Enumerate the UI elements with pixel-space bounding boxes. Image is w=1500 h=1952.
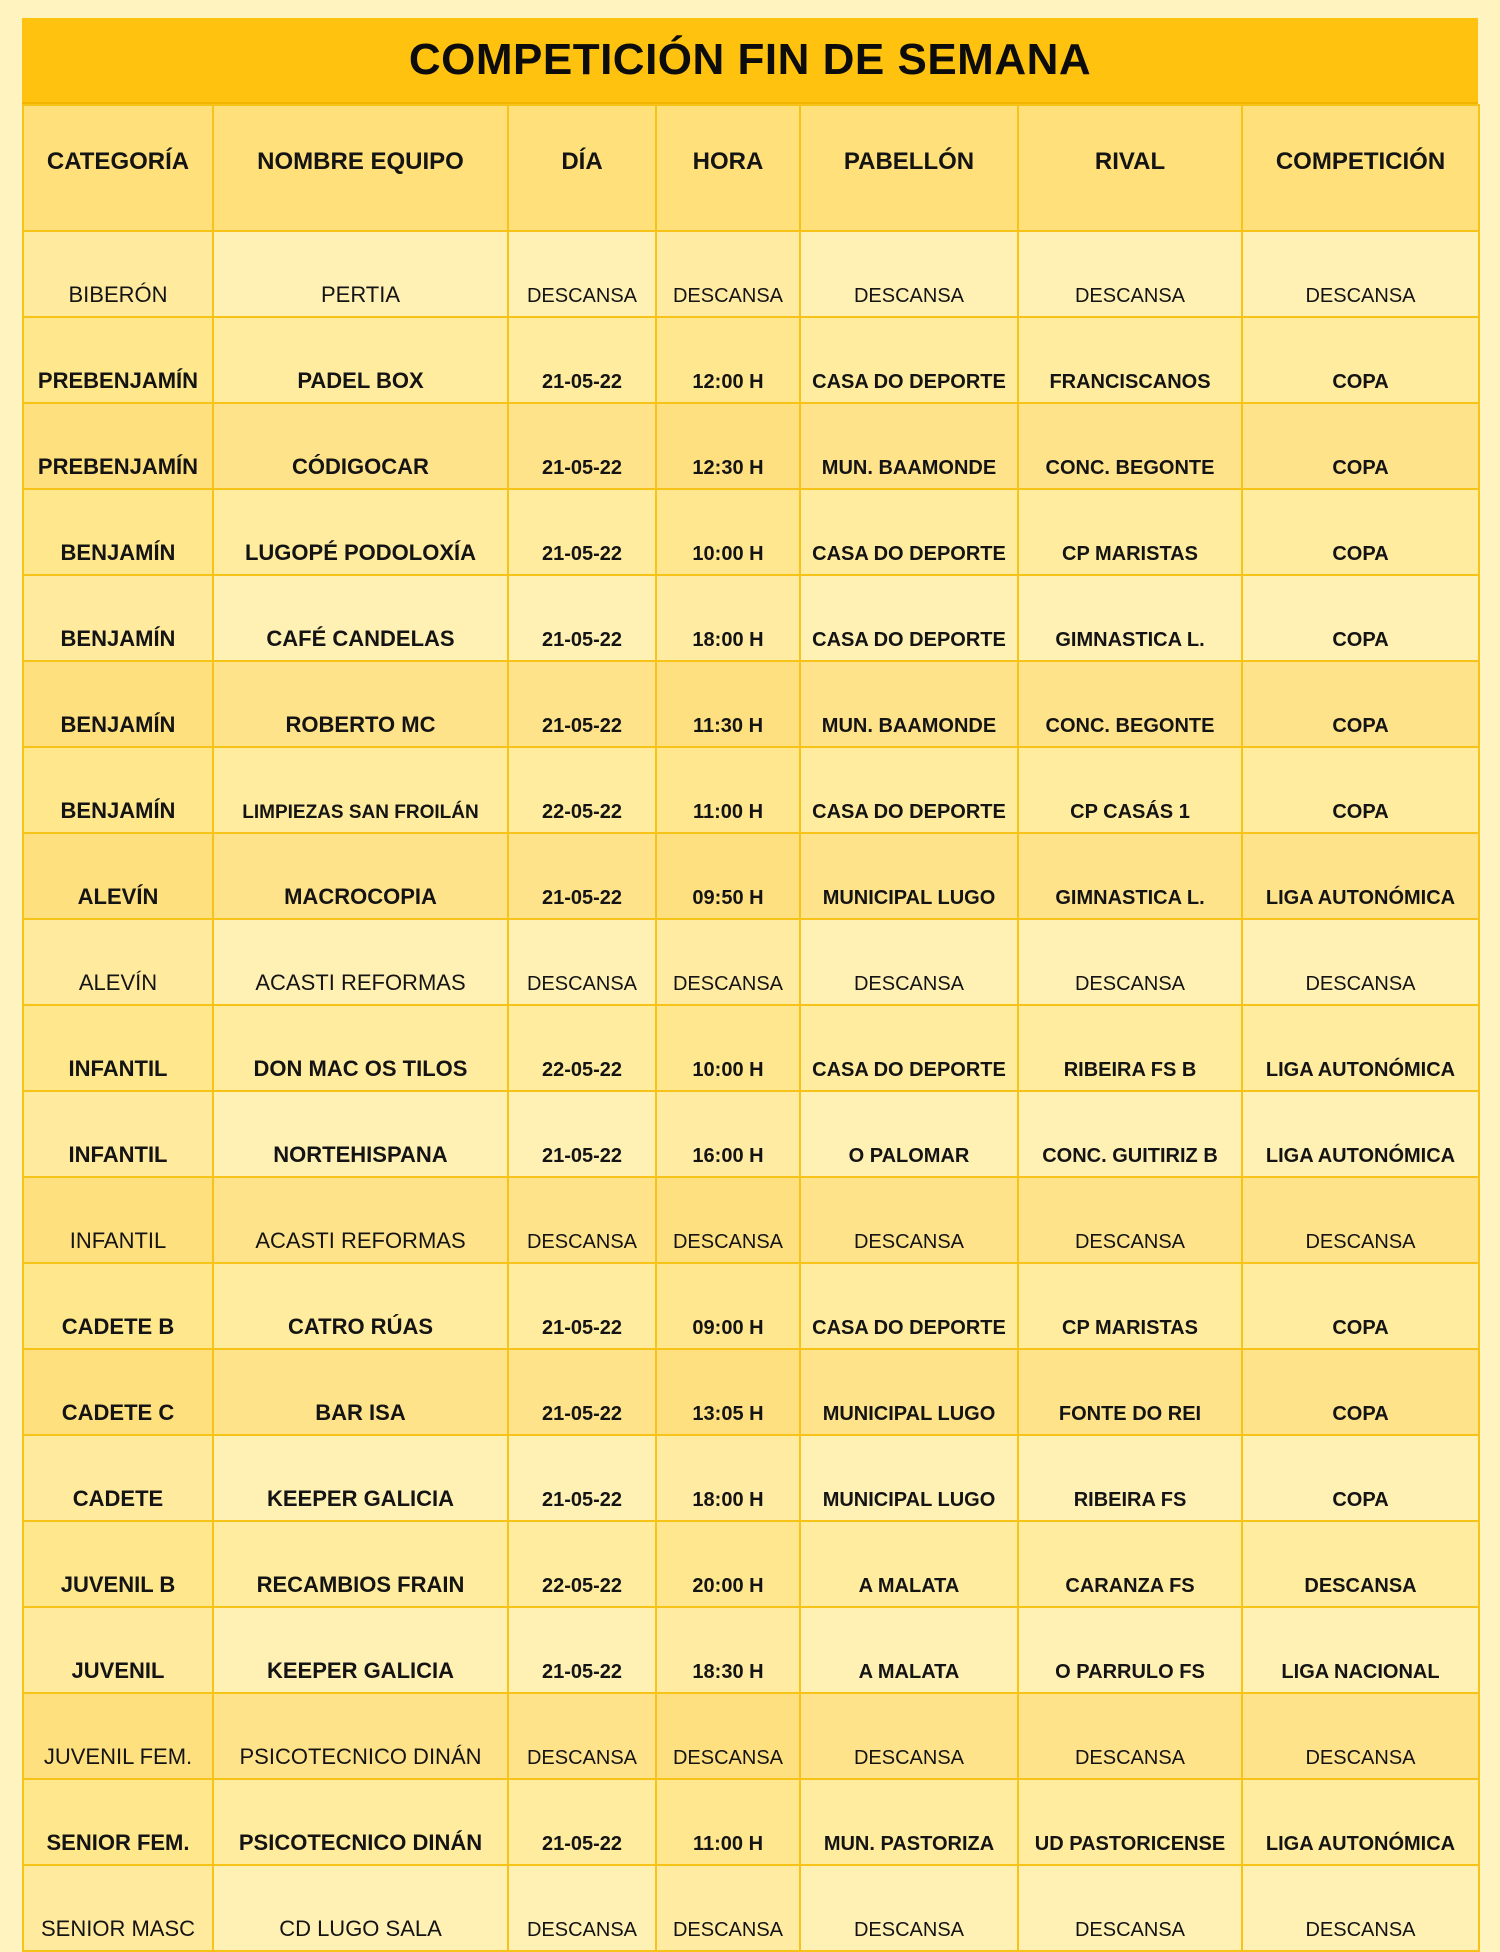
team-cell: MACROCOPIA [213,833,508,919]
venue-cell: MUN. BAAMONDE [800,661,1018,747]
competition-cell: DESCANSA [1242,1177,1479,1263]
team-cell: PSICOTECNICO DINÁN [213,1693,508,1779]
table-row [23,919,1479,1005]
rival-cell: CP CASÁS 1 [1018,747,1242,833]
table-row [23,231,1479,317]
hour-cell: 12:30 H [656,403,800,489]
category-cell: CADETE [23,1435,213,1521]
header-rival: RIVAL [1018,105,1242,231]
day-cell: 21-05-22 [508,1263,656,1349]
venue-cell: CASA DO DEPORTE [800,489,1018,575]
rival-cell: DESCANSA [1018,1177,1242,1263]
day-cell: 21-05-22 [508,833,656,919]
venue-cell: CASA DO DEPORTE [800,1263,1018,1349]
table-row [23,575,1479,661]
rival-cell: UD PASTORICENSE [1018,1779,1242,1865]
team-cell: CATRO RÚAS [213,1263,508,1349]
category-cell: BENJAMÍN [23,661,213,747]
rival-cell: RIBEIRA FS B [1018,1005,1242,1091]
team-cell: LIMPIEZAS SAN FROILÁN [213,747,508,833]
hour-cell: 09:00 H [656,1263,800,1349]
venue-cell: MUNICIPAL LUGO [800,1435,1018,1521]
category-cell: PREBENJAMÍN [23,317,213,403]
team-cell: CD LUGO SALA [213,1865,508,1951]
competition-cell: DESCANSA [1242,1521,1479,1607]
team-cell: ROBERTO MC [213,661,508,747]
table-row [23,1607,1479,1693]
venue-cell: MUNICIPAL LUGO [800,1349,1018,1435]
day-cell: 21-05-22 [508,1435,656,1521]
competition-cell: LIGA AUTONÓMICA [1242,1779,1479,1865]
team-cell: PERTIA [213,231,508,317]
venue-cell: MUN. BAAMONDE [800,403,1018,489]
category-cell: BIBERÓN [23,231,213,317]
hour-cell: DESCANSA [656,1693,800,1779]
day-cell: DESCANSA [508,231,656,317]
venue-cell: DESCANSA [800,919,1018,1005]
day-cell: 22-05-22 [508,1521,656,1607]
hour-cell: 10:00 H [656,489,800,575]
rival-cell: DESCANSA [1018,919,1242,1005]
day-cell: DESCANSA [508,1693,656,1779]
table-row [23,833,1479,919]
hour-cell: DESCANSA [656,919,800,1005]
table-row [23,489,1479,575]
rival-cell: FRANCISCANOS [1018,317,1242,403]
table-row [23,317,1479,403]
hour-cell: 18:30 H [656,1607,800,1693]
team-cell: PADEL BOX [213,317,508,403]
day-cell: 21-05-22 [508,489,656,575]
competition-cell: DESCANSA [1242,919,1479,1005]
hour-cell: 13:05 H [656,1349,800,1435]
venue-cell: MUNICIPAL LUGO [800,833,1018,919]
competition-cell: DESCANSA [1242,231,1479,317]
day-cell: 21-05-22 [508,1349,656,1435]
hour-cell: 12:00 H [656,317,800,403]
venue-cell: O PALOMAR [800,1091,1018,1177]
hour-cell: DESCANSA [656,231,800,317]
table-row [23,747,1479,833]
hour-cell: 11:00 H [656,1779,800,1865]
header-pabellon: PABELLÓN [800,105,1018,231]
category-cell: BENJAMÍN [23,489,213,575]
rival-cell: O PARRULO FS [1018,1607,1242,1693]
schedule-sheet [22,18,1478,1941]
rival-cell: CP MARISTAS [1018,1263,1242,1349]
venue-cell: DESCANSA [800,1177,1018,1263]
category-cell: ALEVÍN [23,919,213,1005]
competition-cell: LIGA AUTONÓMICA [1242,1005,1479,1091]
category-cell: BENJAMÍN [23,747,213,833]
competition-cell: COPA [1242,1435,1479,1521]
day-cell: 21-05-22 [508,403,656,489]
rival-cell: CP MARISTAS [1018,489,1242,575]
competition-cell: DESCANSA [1242,1693,1479,1779]
day-cell: 21-05-22 [508,1779,656,1865]
table-row [23,1263,1479,1349]
hour-cell: 11:00 H [656,747,800,833]
day-cell: 22-05-22 [508,747,656,833]
table-row [23,403,1479,489]
hour-cell: DESCANSA [656,1177,800,1263]
category-cell: INFANTIL [23,1091,213,1177]
hour-cell: 16:00 H [656,1091,800,1177]
category-cell: BENJAMÍN [23,575,213,661]
competition-cell: COPA [1242,317,1479,403]
team-cell: BAR ISA [213,1349,508,1435]
category-cell: CADETE B [23,1263,213,1349]
category-cell: ALEVÍN [23,833,213,919]
team-cell: CAFÉ CANDELAS [213,575,508,661]
day-cell: DESCANSA [508,1865,656,1951]
day-cell: 21-05-22 [508,1091,656,1177]
venue-cell: MUN. PASTORIZA [800,1779,1018,1865]
day-cell: 21-05-22 [508,317,656,403]
venue-cell: DESCANSA [800,231,1018,317]
venue-cell: DESCANSA [800,1693,1018,1779]
rival-cell: CONC. GUITIRIZ B [1018,1091,1242,1177]
hour-cell: 09:50 H [656,833,800,919]
category-cell: CADETE C [23,1349,213,1435]
table-row [23,1779,1479,1865]
team-cell: ACASTI REFORMAS [213,1177,508,1263]
rival-cell: DESCANSA [1018,1693,1242,1779]
hour-cell: DESCANSA [656,1865,800,1951]
category-cell: SENIOR FEM. [23,1779,213,1865]
table-row [23,1349,1479,1435]
competition-cell: LIGA NACIONAL [1242,1607,1479,1693]
category-cell: INFANTIL [23,1177,213,1263]
competition-cell: COPA [1242,575,1479,661]
header-dia: DÍA [508,105,656,231]
table-row [23,1005,1479,1091]
table-row [23,1091,1479,1177]
table-row [23,1177,1479,1263]
header-competicion: COMPETICIÓN [1242,105,1479,231]
venue-cell: CASA DO DEPORTE [800,317,1018,403]
category-cell: PREBENJAMÍN [23,403,213,489]
rival-cell: FONTE DO REI [1018,1349,1242,1435]
team-cell: LUGOPÉ PODOLOXÍA [213,489,508,575]
competition-cell: COPA [1242,489,1479,575]
hour-cell: 20:00 H [656,1521,800,1607]
hour-cell: 11:30 H [656,661,800,747]
rival-cell: CONC. BEGONTE [1018,661,1242,747]
category-cell: JUVENIL FEM. [23,1693,213,1779]
rival-cell: GIMNASTICA L. [1018,833,1242,919]
venue-cell: A MALATA [800,1521,1018,1607]
venue-cell: CASA DO DEPORTE [800,747,1018,833]
header-categoria: CATEGORÍA [23,105,213,231]
day-cell: DESCANSA [508,1177,656,1263]
competition-cell: COPA [1242,1349,1479,1435]
competition-cell: COPA [1242,747,1479,833]
hour-cell: 18:00 H [656,1435,800,1521]
hour-cell: 10:00 H [656,1005,800,1091]
page-title: COMPETICIÓN FIN DE SEMANA [22,18,1478,104]
competition-cell: LIGA AUTONÓMICA [1242,833,1479,919]
team-cell: CÓDIGOCAR [213,403,508,489]
day-cell: 22-05-22 [508,1005,656,1091]
team-cell: KEEPER GALICIA [213,1435,508,1521]
competition-cell: COPA [1242,1263,1479,1349]
category-cell: INFANTIL [23,1005,213,1091]
table-row [23,1693,1479,1779]
table-row [23,1865,1479,1951]
team-cell: ACASTI REFORMAS [213,919,508,1005]
team-cell: PSICOTECNICO DINÁN [213,1779,508,1865]
venue-cell: DESCANSA [800,1865,1018,1951]
header-nombre-equipo: NOMBRE EQUIPO [213,105,508,231]
table-row [23,1521,1479,1607]
rival-cell: RIBEIRA FS [1018,1435,1242,1521]
venue-cell: A MALATA [800,1607,1018,1693]
rival-cell: GIMNASTICA L. [1018,575,1242,661]
competition-cell: DESCANSA [1242,1865,1479,1951]
competition-cell: LIGA AUTONÓMICA [1242,1091,1479,1177]
header-hora: HORA [656,105,800,231]
competition-cell: COPA [1242,661,1479,747]
team-cell: RECAMBIOS FRAIN [213,1521,508,1607]
category-cell: JUVENIL [23,1607,213,1693]
venue-cell: CASA DO DEPORTE [800,575,1018,661]
rival-cell: DESCANSA [1018,231,1242,317]
day-cell: DESCANSA [508,919,656,1005]
rival-cell: CARANZA FS [1018,1521,1242,1607]
rival-cell: CONC. BEGONTE [1018,403,1242,489]
table-row [23,1435,1479,1521]
header-row [23,105,1479,231]
day-cell: 21-05-22 [508,1607,656,1693]
schedule-table [22,104,1480,1952]
day-cell: 21-05-22 [508,575,656,661]
category-cell: SENIOR MASC [23,1865,213,1951]
team-cell: NORTEHISPANA [213,1091,508,1177]
team-cell: DON MAC OS TILOS [213,1005,508,1091]
table-row [23,661,1479,747]
category-cell: JUVENIL B [23,1521,213,1607]
competition-cell: COPA [1242,403,1479,489]
team-cell: KEEPER GALICIA [213,1607,508,1693]
day-cell: 21-05-22 [508,661,656,747]
venue-cell: CASA DO DEPORTE [800,1005,1018,1091]
rival-cell: DESCANSA [1018,1865,1242,1951]
hour-cell: 18:00 H [656,575,800,661]
